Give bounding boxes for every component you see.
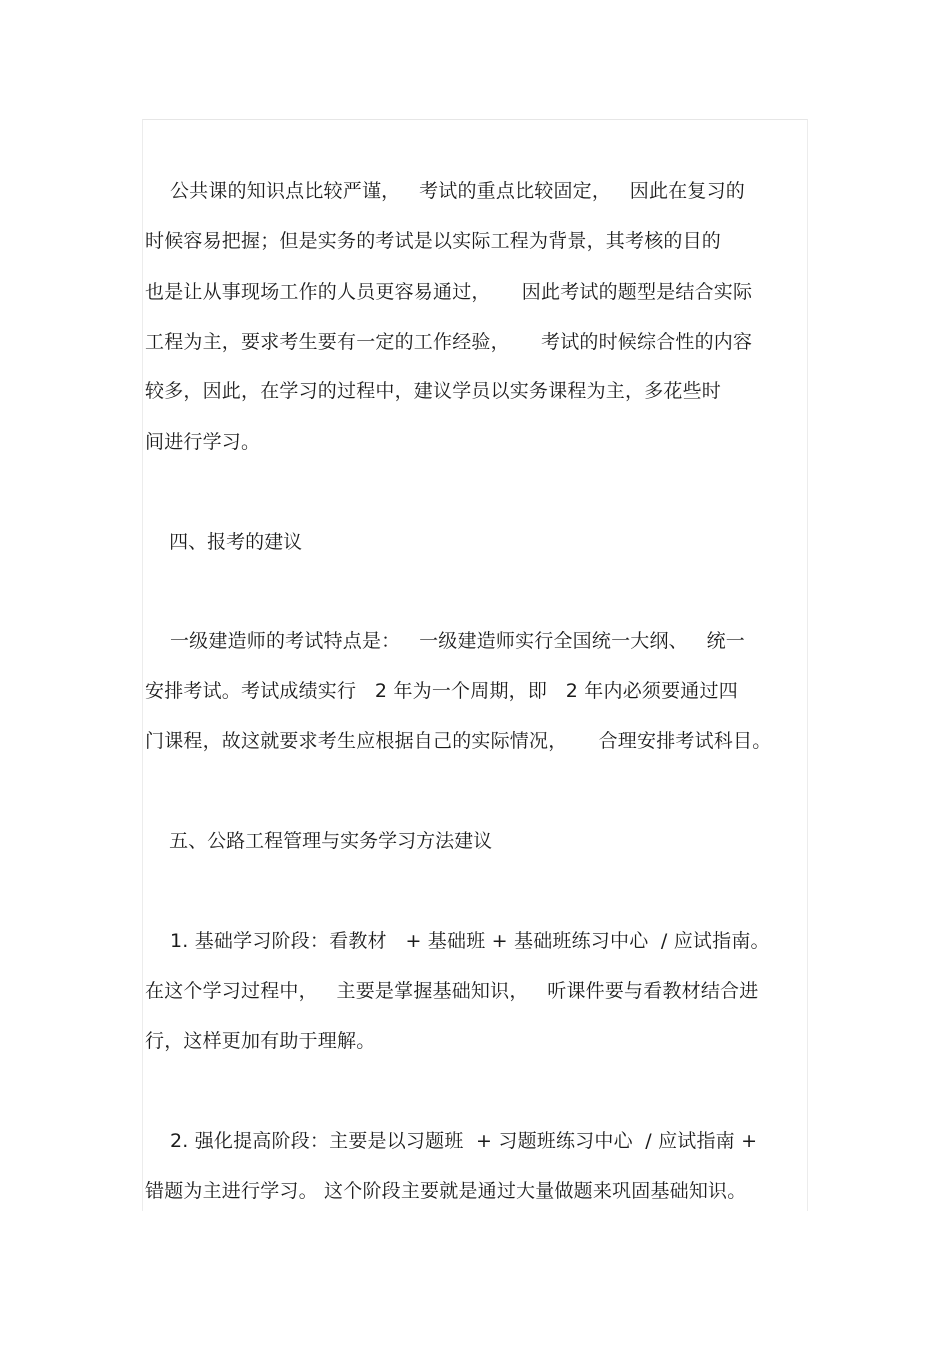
section-heading-5: 五、公路工程管理与实务学习方法建议 xyxy=(145,830,493,852)
paragraph-4-line-1: 2. 强化提高阶段：主要是以习题班 + 习题班练习中心 / 应试指南 + xyxy=(145,1130,758,1152)
paragraph-3-line-3: 行，这样更加有助于理解。 xyxy=(145,1030,376,1052)
paragraph-1-line-4: 工程为主，要求考生要有一定的工作经验， 考试的时候综合性的内容 xyxy=(145,331,753,353)
paragraph-1-line-6: 间进行学习。 xyxy=(145,431,261,453)
paragraph-2-line-3: 门课程，故这就要求考生应根据自己的实际情况， 合理安排考试科目。 xyxy=(145,730,772,752)
paragraph-2-line-2: 安排考试。考试成绩实行 2 年为一个周期，即 2 年内必须要通过四 xyxy=(145,680,738,702)
section-heading-4: 四、报考的建议 xyxy=(145,531,303,553)
paragraph-1-line-2: 时候容易把握；但是实务的考试是以实际工程为背景，其考核的目的 xyxy=(145,230,722,252)
paragraph-3-line-1: 1. 基础学习阶段：看教材 + 基础班 + 基础班练习中心 / 应试指南。 xyxy=(145,930,770,952)
paragraph-1-line-1: 公共课的知识点比较严谨， 考试的重点比较固定， 因此在复习的 xyxy=(145,180,745,202)
paragraph-4-line-2: 错题为主进行学习。 这个阶段主要就是通过大量做题来巩固基础知识。 xyxy=(145,1180,747,1202)
paragraph-1-line-3: 也是让从事现场工作的人员更容易通过， 因此考试的题型是结合实际 xyxy=(145,281,753,303)
paragraph-2-line-1: 一级建造师的考试特点是： 一级建造师实行全国统一大纲、 统一 xyxy=(145,630,745,652)
paragraph-3-line-2: 在这个学习过程中， 主要是掌握基础知识， 听课件要与看教材结合进 xyxy=(145,980,759,1002)
paragraph-1-line-5: 较多，因此，在学习的过程中，建议学员以实务课程为主，多花些时 xyxy=(145,380,722,402)
